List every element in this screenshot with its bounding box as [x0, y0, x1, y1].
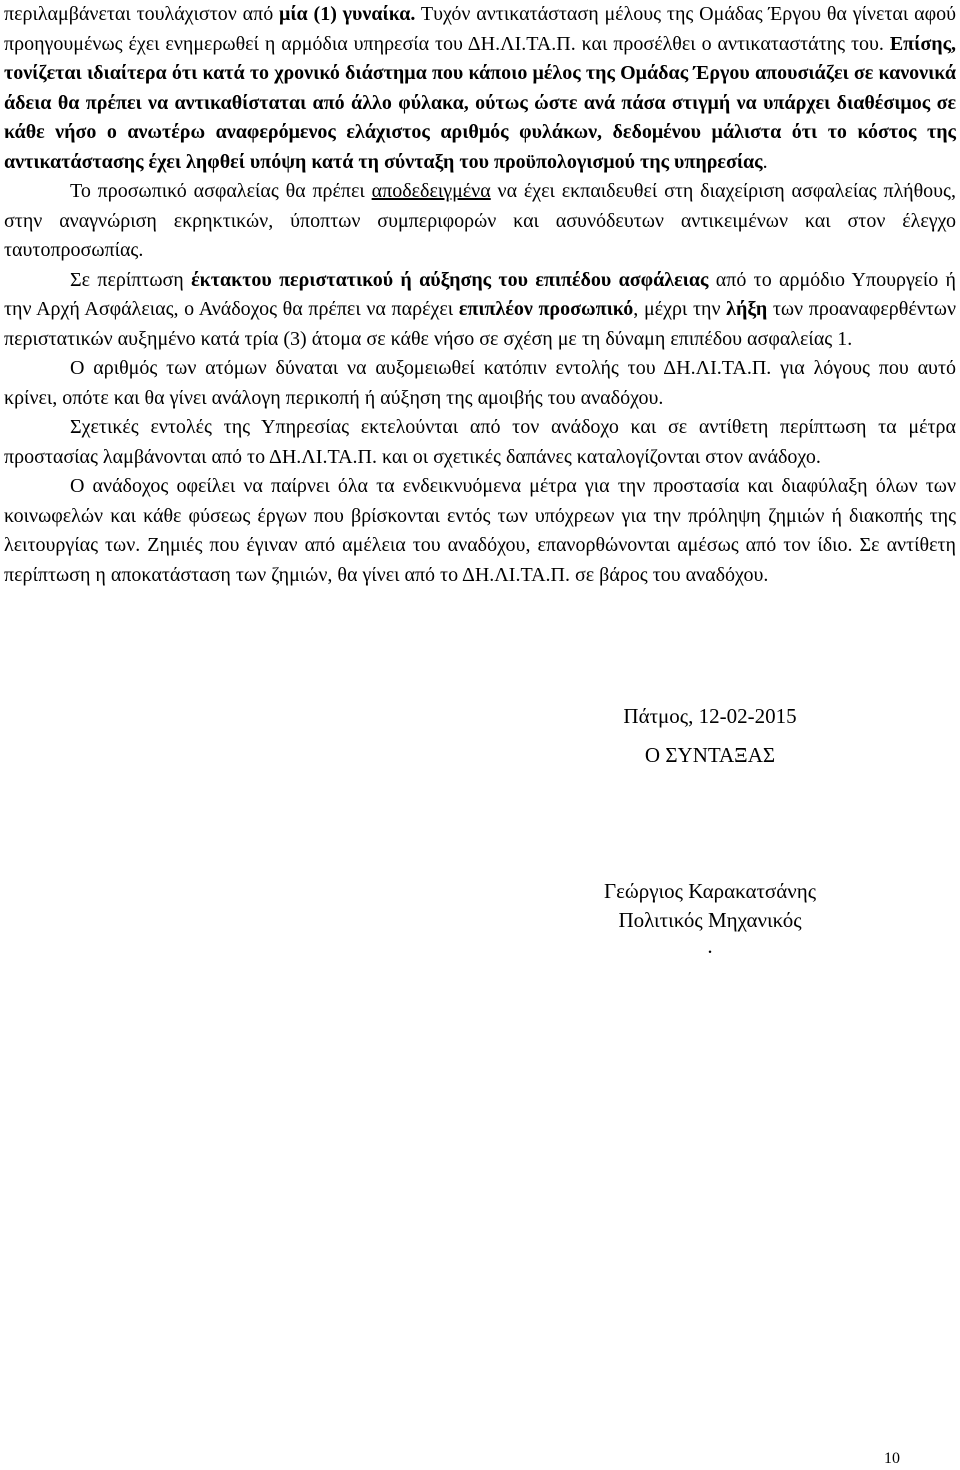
signature-title: Πολιτικός Μηχανικός — [618, 908, 802, 932]
bold-text: λήξη — [726, 298, 768, 320]
page-number: 10 — [884, 1450, 900, 1467]
text-run: των προαναφερθέντων περιστατικών αυξημένο κατά τρία (3) άτομα σε κάθε νήσο σε σχέση με τη δύναμη επιπέδου ασφαλείας 1. — [4, 298, 957, 350]
text-run: Το προσωπικό ασφαλείας θα πρέπει — [70, 180, 372, 202]
bold-text: επιπλέον προσωπικό — [458, 298, 634, 320]
paragraph-staff-training — [4, 177, 956, 266]
document-body — [4, 0, 956, 590]
paragraph-emergency-staff — [4, 266, 956, 355]
text-run: Σε περίπτωση — [70, 268, 192, 291]
signature-trailing-dot: . — [707, 934, 713, 958]
paragraph-team-composition — [4, 0, 956, 177]
paragraph-staff-adjustment: Ο αριθμός των ατόμων δύναται να αυξομειωθεί κατόπιν εντολής του ΔΗ.ΛΙ.ΤΑ.Π. για λόγους που αυτό κρίνει, οπότε και θα γίνει ανάλογη περικοπή ή αύξηση της αμοιβής του αναδόχου. — [4, 357, 956, 409]
bold-text: Επίσης, τονίζεται ιδιαίτερα ότι κατά το χρονικό διάστημα που κάποιο μέλος της Ομάδας Έργου απουσιάζει σε κανονικά άδεια θα πρέπει να αντικαθίσταται από άλλο φύλακα, ούτως ώστε ανά πάσα στιγμή να υπάρχει διαθέσιμος σε κάθε νήσο ο ανωτέρω αναφερόμενος ελάχιστος αριθμός φυλάκων, δεδομένου μάλιστα ότι το κόστος της αντικατάστασης έχει ληφθεί υπόψη κατά τη σύνταξη του προϋπολογισμού της υπηρεσίας — [4, 32, 956, 173]
signature-role: Ο ΣΥΝΤΑΞΑΣ — [644, 743, 776, 767]
signature-name: Γεώργιος Καρακατσάνης — [603, 879, 817, 903]
text-run: Τυχόν αντικατάσταση μέλους της Ομάδας Έργου θα γίνεται αφού προηγουμένως έχει ενημερωθεί η αρμόδια υπηρεσία του ΔΗ.ΛΙ.ΤΑ.Π. και προσέλθει ο αντικαταστάτης του. — [4, 3, 957, 55]
signature-place-date: Πάτμος, 12-02-2015 — [623, 704, 797, 728]
bold-text: έκτακτου περιστατικού ή αύξησης του επιπέδου ασφάλειας — [191, 268, 709, 291]
text-run: . — [762, 150, 768, 173]
text-run: , μέχρι την — [633, 298, 727, 320]
paragraph-service-orders: Σχετικές εντολές της Υπηρεσίας εκτελούνται από τον ανάδοχο και σε αντίθετη περίπτωση τα μέτρα προστασίας λαμβάνονται από το ΔΗ.ΛΙ.ΤΑ.Π. και οι σχετικές δαπάνες καταλογίζονται στον ανάδοχο. — [4, 416, 956, 468]
bold-text: μία (1) γυναίκα. — [279, 3, 416, 25]
text-run: περιλαμβάνεται τουλάχιστον από — [4, 3, 280, 25]
paragraph-contractor-obligations: Ο ανάδοχος οφείλει να παίρνει όλα τα ενδεικνυόμενα μέτρα για την προστασία και διαφύλαξη όλων των κοινωφελών και κάθε φύσεως έργων που βρίσκονται εντός των υπόχρεων για την πρόληψη ζημιών ή διακοπής της λειτουργίας των. Ζημιές που έγιναν από αμέλεια του αναδόχου, επανορθώνονται αμέσως από τον ίδιο. Σε αντίθετη περίπτωση η αποκατάσταση των ζημιών, θα γίνει από το ΔΗ.ΛΙ.ΤΑ.Π. σε βάρος του αναδόχου. — [4, 475, 956, 586]
text-run: να έχει εκπαιδευθεί στη διαχείριση ασφαλείας πλήθους, στην αναγνώριση εκρηκτικών, ύποπτων συμπεριφορών και ασυνόδευτων αντικειμένων και στον έλεγχο ταυτοπροσωπίας. — [4, 180, 956, 261]
text-run: από το αρμόδιο Υπουργείο ή την Αρχή Ασφάλειας, ο Ανάδοχος θα πρέπει να παρέχει — [4, 268, 957, 320]
underlined-text: αποδεδειγμένα — [371, 180, 491, 202]
